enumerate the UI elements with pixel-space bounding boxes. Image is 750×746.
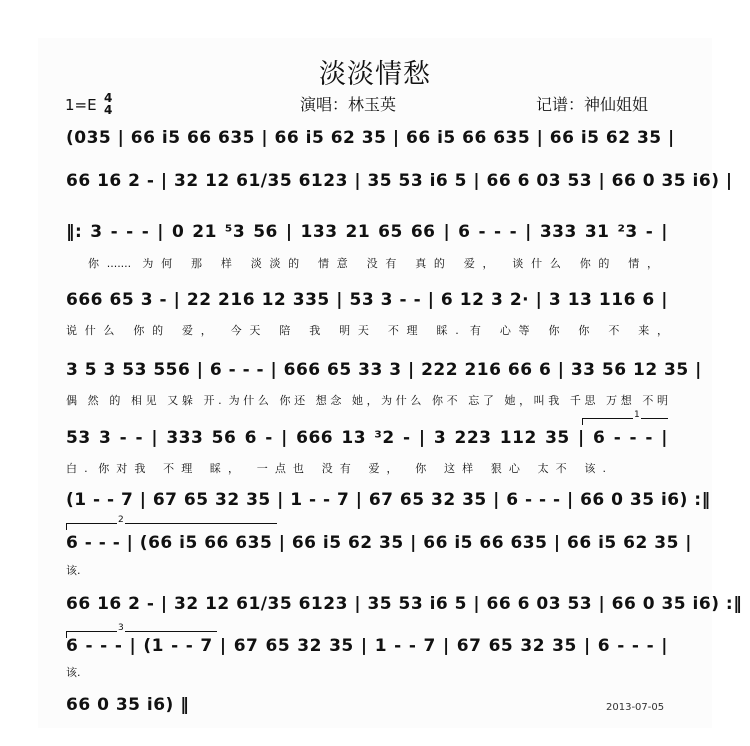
lyric-line: 该. — [66, 564, 81, 577]
lyric-line: 说什么 你的 爱， 今天 陪 我 明天 不理 睬. 有 心等 你 你 不 来， — [66, 324, 668, 337]
lyric-line: 你....... 为何 那 样 淡淡的 情意 没有 真的 爱， 谈什么 你的 情， — [88, 257, 658, 270]
volta-number: 3 — [118, 623, 124, 633]
notation-line: 6 - - - | (1 - - 7 | 67 65 32 35 | 1 - - 7 | 67 65 32 35 | 6 - - - | — [66, 636, 668, 656]
lyric-line: 偶 然 的 相见 又躲 开. 为什么 你还 想念 她，为什么 你不 忘了 她，叫我 千思 万想 不明 — [66, 394, 668, 407]
date-stamp: 2013-07-05 — [606, 702, 665, 713]
singer-credit: 演唱：林玉英 — [300, 95, 397, 114]
notation-line: 3 5 3 53 556 | 6 - - - | 666 65 33 3 | 222 216 66 6 | 33 56 12 35 | — [66, 360, 702, 380]
time-signature-top: 4 — [104, 91, 113, 105]
volta-bracket-1 — [582, 410, 668, 425]
notator-credit: 记谱：神仙姐姐 — [536, 95, 649, 114]
volta-bracket-2 — [66, 515, 277, 530]
notation-line: 6 - - - | (66 i5 66 635 | 66 i5 62 35 | 66 i5 66 635 | 66 i5 62 35 | — [66, 533, 693, 553]
notation-line: (1 - - 7 | 67 65 32 35 | 1 - - 7 | 67 65 32 35 | 6 - - - | 66 0 35 i6) :‖ — [66, 490, 711, 510]
notation-line: 666 65 3 - | 22 216 12 335 | 53 3 - - | 6 12 3 2· | 3 13 116 6 | — [66, 290, 668, 310]
notation-line: 66 16 2 - | 32 12 61/35 6123 | 35 53 i6 5 | 66 6 03 53 | 66 0 35 i6) :‖ — [66, 594, 743, 614]
time-signature-bottom: 4 — [104, 103, 113, 117]
volta-number: 2 — [118, 515, 124, 525]
lyric-line: 该. — [66, 666, 81, 679]
key-signature: 1=E — [65, 96, 97, 114]
notation-line: 66 16 2 - | 32 12 61/35 6123 | 35 53 i6 5 | 66 6 03 53 | 66 0 35 i6) | — [66, 171, 733, 191]
notation-line: 66 0 35 i6) ‖ — [66, 695, 190, 715]
volta-number: 1 — [634, 410, 640, 420]
notation-line: ‖: 3 - - - | 0 21 ⁵3 56 | 133 21 65 66 | 6 - - - | 333 31 ²3 - | — [66, 222, 668, 242]
notation-line: 53 3 - - | 333 56 6 - | 666 13 ³2 - | 3 223 112 35 | 6 - - - | — [66, 428, 668, 448]
time-signature — [104, 92, 112, 116]
lyric-line: 白. 你对我 不理 睬， 一点也 没有 爱， 你 这样 狠心 太不 该. — [66, 462, 606, 475]
song-title: 淡淡情愁 — [319, 59, 431, 90]
notation-line: (035 | 66 i5 66 635 | 66 i5 62 35 | 66 i5 66 635 | 66 i5 62 35 | — [66, 128, 675, 148]
